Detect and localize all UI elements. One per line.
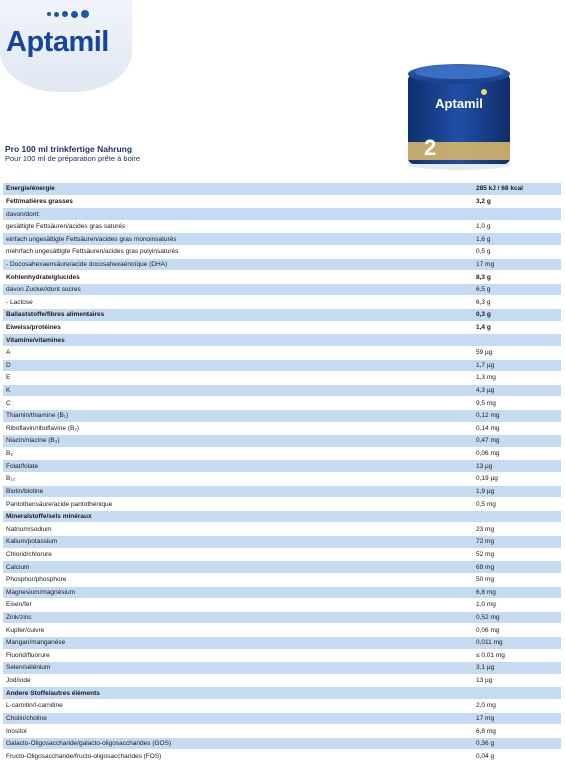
table-row [3,573,561,586]
nutrient-value: 13 µg [476,460,561,473]
nutrient-label: B₆ [3,447,476,460]
nutrient-label: Thiamin/thiamine (B₁) [3,409,476,422]
table-row [3,309,561,322]
product-can-image [400,60,518,172]
table-row [3,750,561,763]
nutrient-label: A [3,346,476,359]
table-header [5,144,140,163]
table-row [3,636,561,649]
can-brand-text: Aptamil [435,96,483,111]
table-row [3,737,561,750]
table-row [3,674,561,687]
nutrient-value: 6,3 g [476,296,561,309]
nutrient-value: 1,0 mg [476,599,561,612]
nutrient-value: 72 mg [476,536,561,549]
nutrient-value: 9,5 mg [476,397,561,410]
nutrient-value: 0,36 g [476,737,561,750]
nutrient-value: 1,3 mg [476,372,561,385]
table-row [3,548,561,561]
nutrient-value: 0,06 mg [476,447,561,460]
header-title-french: Pour 100 ml de préparation prête à boire [5,154,141,163]
nutrient-label: gesättigte Fettsäuren/acides gras saturés [3,220,476,233]
nutrient-label: Fluorid/fluorure [3,649,476,662]
table-row [3,296,561,309]
table-row [3,460,561,473]
nutrient-label: mehrfach ungesättigte Fettsäuren/acides gras polyinsaturés [3,246,476,259]
table-row [3,183,561,195]
nutrient-label: - Lactose [3,296,476,309]
nutrient-value: 0,011 mg [476,636,561,649]
nutrient-value: 52 mg [476,548,561,561]
table-row [3,523,561,536]
nutrient-value: 1,6 g [476,233,561,246]
table-row [3,384,561,397]
nutrient-value: 0,5 g [476,246,561,259]
nutrient-label: Ballaststoffe/fibres alimentaires [3,309,476,322]
nutrient-value: 0,06 mg [476,624,561,637]
header-title-german: Pro 100 ml trinkfertige Nahrung [5,144,133,154]
nutrient-label: Biotin/biotine [3,485,476,498]
table-row [3,624,561,637]
logo-wordmark: Aptamil [6,26,109,58]
table-row [3,258,561,271]
nutrient-label: Kalium/potassium [3,536,476,549]
table-row [3,246,561,259]
nutrient-label: Phosphor/phosphore [3,573,476,586]
nutrient-label: Mangan/manganèse [3,636,476,649]
table-row [3,687,561,700]
table-row [3,725,561,738]
nutrient-label: Riboflavin/riboflavine (B₂) [3,422,476,435]
table-row [3,334,561,347]
nutrient-label: Magnesium/magnésium [3,586,476,599]
table-row [3,435,561,448]
nutrient-value: 6,5 g [476,283,561,296]
table-row [3,473,561,486]
nutrient-label: Energie/énergie [3,183,476,195]
table-row [3,599,561,612]
nutrient-label: davon Zucker/dont sucres [3,283,476,296]
nutrient-label: Vitamine/vitamines [3,334,476,347]
nutrient-value: 17 mg [476,712,561,725]
nutrient-value: 23 mg [476,523,561,536]
nutrient-value: 17 mg [476,258,561,271]
table-row [3,561,561,574]
nutrient-value: 6,8 mg [476,725,561,738]
table-row [3,220,561,233]
nutrient-value: 2,0 mg [476,699,561,712]
nutrient-value [476,334,561,347]
nutrient-label: Andere Stoffe/autres éléments [3,687,476,700]
nutrient-value: 1,7 µg [476,359,561,372]
nutrient-value: 0,19 µg [476,473,561,486]
table-row [3,662,561,675]
nutrient-value: 1,0 g [476,220,561,233]
table-row [3,233,561,246]
table-row [3,699,561,712]
nutrient-label: Natrium/sodium [3,523,476,536]
table-row [3,498,561,511]
nutrient-value: 0,5 mg [476,498,561,511]
table-row [3,586,561,599]
nutrient-value: 6,8 mg [476,586,561,599]
nutrient-value: 0,47 mg [476,435,561,448]
table-row [3,536,561,549]
nutrient-value [476,687,561,700]
nutrient-value: 0,04 g [476,750,561,763]
nutrient-label: davon/dont: [3,208,476,221]
table-row [3,397,561,410]
nutrient-label: Folat/folate [3,460,476,473]
nutrient-label: Fett/matières grasses [3,195,476,208]
table-row [3,409,561,422]
nutrient-value [476,208,561,221]
nutrient-value: 50 mg [476,573,561,586]
nutrient-value [476,510,561,523]
table-row [3,321,561,334]
nutrient-label: D [3,359,476,372]
table-row [3,447,561,460]
table-row [3,485,561,498]
nutrient-value: 3,1 µg [476,662,561,675]
nutrient-value: 8,3 g [476,271,561,284]
table-row [3,359,561,372]
nutrient-value: 1,9 µg [476,485,561,498]
nutrient-value: 0,3 g [476,309,561,322]
table-row [3,649,561,662]
nutrient-label: Pantothensäure/acide pantothénique [3,498,476,511]
table-row [3,422,561,435]
nutrient-value: 0,52 mg [476,611,561,624]
nutrient-label: Inositol [3,725,476,738]
table-row [3,195,561,208]
nutrient-label: Cholin/choline [3,712,476,725]
aptamil-logo [0,0,135,95]
nutrient-value: 0,12 mg [476,409,561,422]
table-row [3,611,561,624]
logo-dots-icon [47,10,89,18]
nutrient-label: Jod/iode [3,674,476,687]
nutrient-value: 4,3 µg [476,384,561,397]
nutrient-label: B₁₂ [3,473,476,486]
nutrient-label: Chlorid/chlorure [3,548,476,561]
nutrient-label: Selen/sélénium [3,662,476,675]
table-row [3,283,561,296]
nutrition-table [3,183,561,763]
nutrient-value: 13 µg [476,674,561,687]
nutrient-value: ≤ 0,01 mg [476,649,561,662]
nutrient-value: 1,4 g [476,321,561,334]
table-row [3,510,561,523]
nutrient-value: 3,2 g [476,195,561,208]
nutrient-label: Niacin/niacine (B₃) [3,435,476,448]
nutrient-label: C [3,397,476,410]
nutrient-label: Kupfer/cuivre [3,624,476,637]
table-row [3,271,561,284]
nutrient-label: Mineralstoffe/sels minéraux [3,510,476,523]
table-row [3,346,561,359]
nutrient-label: Eiweiss/protéines [3,321,476,334]
table-row [3,372,561,385]
nutrient-value: 59 µg [476,346,561,359]
nutrient-value: 285 kJ / 68 kcal [476,183,561,195]
nutrient-value: 0,14 mg [476,422,561,435]
nutrient-label: Galacto-Oligosaccharide/galacto-oligosaccharides (GOS) [3,737,476,750]
nutrient-label: Fructo-Oligosaccharide/fructo-oligosaccharides (FOS) [3,750,476,763]
nutrient-label: - Docosahexaensäure/acide docosahexaénoïque (DHA) [3,258,476,271]
nutrient-label: einfach ungesättigte Fettsäuren/acides gras monoinsaturés [3,233,476,246]
table-row [3,208,561,221]
can-stage-number: 2 [424,135,437,160]
nutrient-label: E [3,372,476,385]
table-row [3,712,561,725]
nutrient-label: Eisen/fer [3,599,476,612]
nutrient-value: 69 mg [476,561,561,574]
nutrient-label: L-carnitin/l-carnitine [3,699,476,712]
nutrient-label: Kohlenhydrate/glucides [3,271,476,284]
nutrient-label: K [3,384,476,397]
nutrient-label: Calcium [3,561,476,574]
nutrient-label: Zink/zinc [3,611,476,624]
